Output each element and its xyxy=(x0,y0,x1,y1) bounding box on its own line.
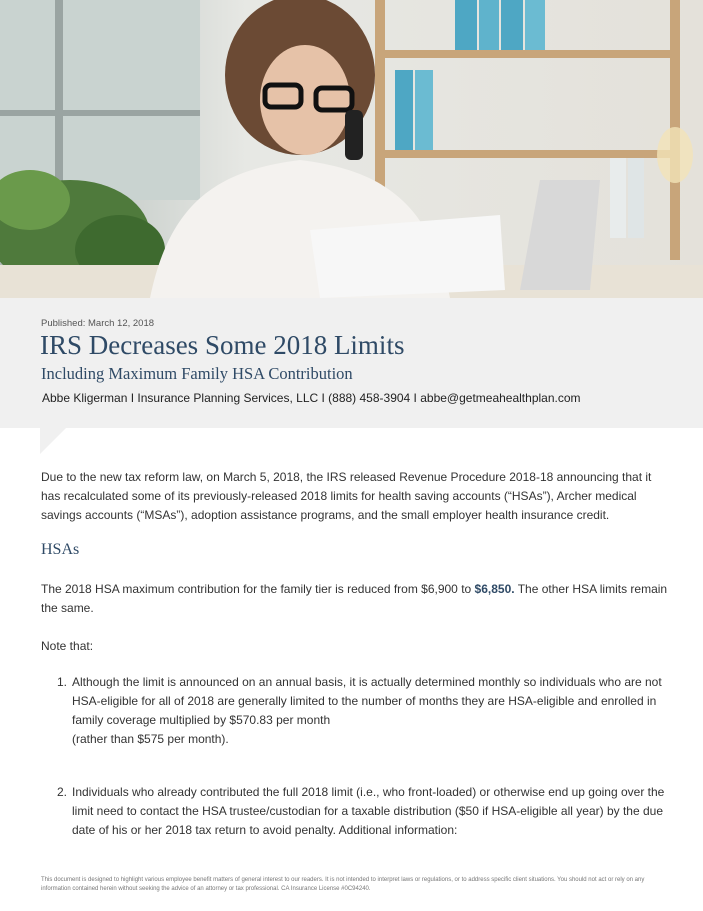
band-notch xyxy=(40,428,66,454)
page-subtitle: Including Maximum Family HSA Contribution xyxy=(41,364,353,383)
published-date: Published: March 12, 2018 xyxy=(41,318,155,329)
section-heading-hsas: HSAs xyxy=(41,541,80,558)
list-item-text-continued: (rather than $575 per month). xyxy=(72,732,229,746)
hsa-text-after: The other HSA limits remain the same. xyxy=(41,582,668,615)
hero-photo xyxy=(0,0,703,298)
list-item-number: 2. xyxy=(57,785,68,799)
woman-on-phone-illustration xyxy=(0,0,703,298)
list-item-number: 1. xyxy=(57,675,68,689)
note-label: Note that: xyxy=(41,639,94,653)
hsa-text-before: The 2018 HSA maximum contribution for the family tier is reduced from $6,900 to xyxy=(41,582,475,596)
intro-paragraph: Due to the new tax reform law, on March 5, 2018, the IRS released Revenue Procedure 2018-18 announcing that it has recalculated some of its previously-released 2018 limits for health saving accounts (“HSAs”), Archer medical savings accounts (“MSAs”), adoption assistance programs, and the small employer health insurance credit. xyxy=(41,470,652,522)
list-item xyxy=(57,783,667,840)
hsa-paragraph xyxy=(41,580,671,618)
list-item xyxy=(57,673,667,749)
page-title: IRS Decreases Some 2018 Limits xyxy=(40,330,405,360)
list-item-text: Although the limit is announced on an annual basis, it is actually determined monthly so individuals who are not HSA-eligible for all of 2018 are generally limited to the number of months they are HSA-eligible and enrolled in family coverage multiplied by $570.83 per month xyxy=(72,675,662,727)
footer-disclaimer: This document is designed to highlight various employee benefit matters of general interest to our readers. It is not intended to interpret laws or regulations, or to address specific client situations. You should not act or rely on any information contained herein without seeking the advice of an attorney or tax professional. CA Insurance License #0C94240. xyxy=(41,877,645,892)
hsa-amount: $6,850. xyxy=(474,582,515,596)
author-line: Abbe Kligerman I Insurance Planning Services, LLC I (888) 458-3904 I abbe@getmeahealthplan.com xyxy=(42,391,581,405)
list-item-text: Individuals who already contributed the full 2018 limit (i.e., who front-loaded) or otherwise end up going over the limit need to contact the HSA trustee/custodian for a taxable distribution ($50 if HSA-eligible all year) by the due date of his or her 2018 tax return to avoid penalty. Additional information: xyxy=(72,785,665,837)
